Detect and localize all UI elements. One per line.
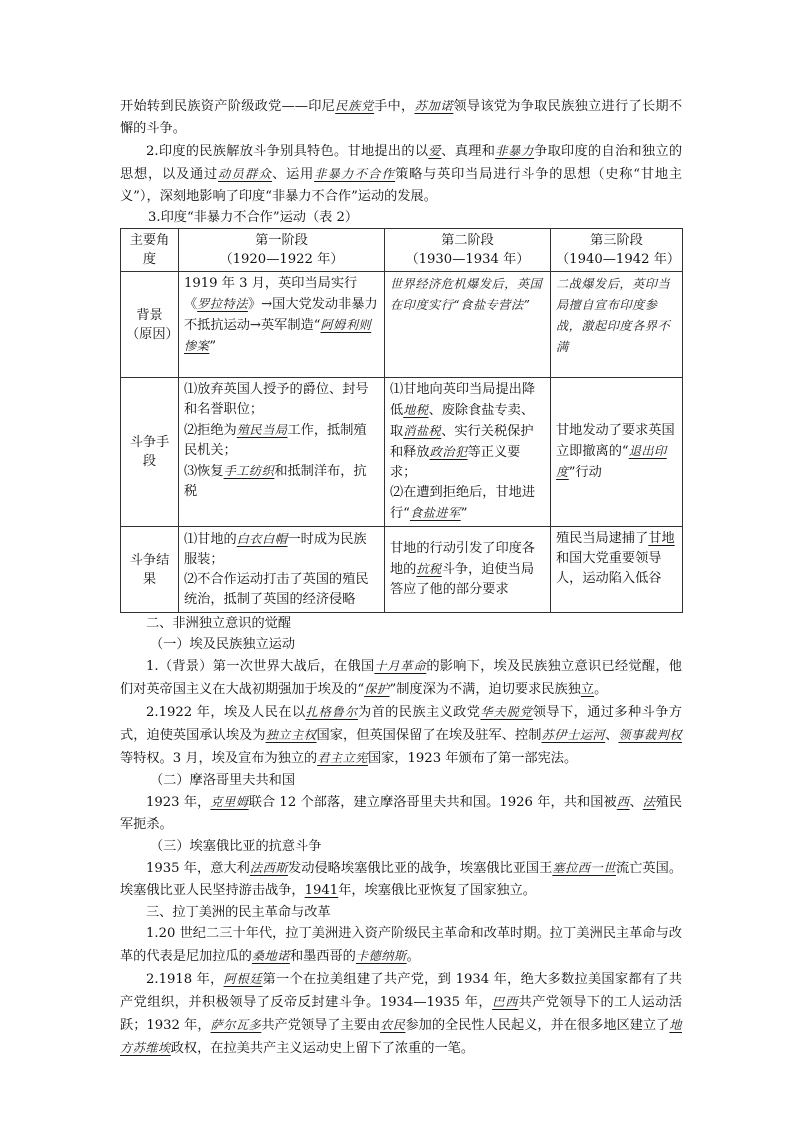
underlined-answer: 立 bbox=[580, 682, 595, 697]
cell-result-stage-3 bbox=[551, 527, 683, 613]
means-item-2 bbox=[390, 483, 545, 524]
table-row-means bbox=[121, 378, 683, 527]
text: 、废除食盐专卖、取 bbox=[390, 403, 535, 439]
text: 和抵制洋布，抗税 bbox=[184, 464, 367, 499]
result-item-1 bbox=[184, 529, 379, 570]
handwritten-answer: 法 bbox=[642, 795, 656, 809]
text: 1923 年， bbox=[146, 795, 211, 810]
handwritten-answer: 抗税 bbox=[416, 562, 442, 576]
cell-background-stage-1 bbox=[179, 272, 385, 378]
stage-years: （1930—1934 年） bbox=[405, 252, 530, 267]
text: 政权，在拉美共产主义运动史上留下了浓重的一笔。 bbox=[170, 1041, 475, 1056]
handwritten-answer: 华夫脱党 bbox=[480, 705, 533, 719]
text: ⑴甘地向英印当局提出降低 bbox=[390, 382, 536, 418]
handwritten-answer: 阿根廷 bbox=[223, 972, 263, 986]
text: ⑵拒绝为 bbox=[184, 423, 237, 438]
handwritten-answer: 政治犯 bbox=[429, 445, 468, 459]
text: 共产党领导了主要由 bbox=[261, 1018, 381, 1033]
text: 手中， bbox=[374, 99, 415, 114]
text: 1.20 世纪二三十年代，拉丁美洲进入资产阶级民主革命和改革时期。拉丁美洲民主革命与改革的代表是尼加拉瓜的 bbox=[120, 926, 682, 964]
subheading-egypt: （一）埃及民族独立运动 bbox=[150, 637, 296, 652]
text: ”行动 bbox=[568, 465, 602, 480]
stage-3-header bbox=[551, 229, 683, 272]
text: ”制度深为不满，迫切要求民族独 bbox=[389, 682, 581, 697]
egypt-paragraph-2 bbox=[120, 701, 682, 770]
text: 、 bbox=[605, 728, 619, 743]
text: 》→国大党发动非暴力不抵抗运动→英军制造“ bbox=[184, 297, 378, 333]
cell-background-stage-3 bbox=[551, 272, 683, 378]
text: 殖民当局逮捕了 bbox=[556, 531, 649, 546]
handwritten-answer: 罗拉特法 bbox=[197, 297, 248, 311]
handwritten-answer: 非暴力 bbox=[495, 144, 535, 158]
section-heading-latin-america: 三、拉丁美洲的民主革命与改革 bbox=[146, 905, 331, 920]
handwritten-answer: 阿姆利则惨案 bbox=[184, 318, 372, 353]
handwritten-answer: 领事裁判权 bbox=[618, 728, 683, 742]
stage-years: （1920—1922 年） bbox=[219, 252, 344, 267]
text: 参加的全民性人民起义，并在很多地区建立了 bbox=[405, 1018, 670, 1033]
handwritten-answer: 君主立宪 bbox=[317, 751, 368, 765]
cell-result-stage-2 bbox=[385, 527, 551, 613]
handwritten-answer: 非暴力不合作 bbox=[314, 167, 396, 181]
subheading-ethiopia: （三）埃塞俄比亚的抗意斗争 bbox=[150, 839, 322, 854]
text: 共产党领导下的工人运动活跃；1932 年， bbox=[120, 995, 683, 1033]
handwritten-answer: 萨尔瓦多 bbox=[210, 1018, 262, 1032]
stage-name: 第二阶段 bbox=[441, 233, 494, 248]
text: ” bbox=[460, 506, 468, 521]
text: 领导下，通过多种斗争方式，迫使英国承认埃及为 bbox=[120, 705, 682, 743]
india-paragraph-2 bbox=[120, 140, 682, 208]
handwritten-answer: 十月革命 bbox=[374, 659, 427, 673]
text: 2.印度的民族解放斗争别具特色。甘地提出的以 bbox=[146, 144, 429, 159]
stage-2-header bbox=[385, 229, 551, 272]
table-corner-header: 主要角度 bbox=[121, 229, 179, 272]
text: 等正义要求； bbox=[390, 445, 521, 480]
text: ⑵在遭到拒绝后，甘地进行“ bbox=[390, 485, 536, 521]
handwritten-answer: 白衣白帽 bbox=[236, 532, 288, 546]
text: 甘地的行动引发了印度各地的 bbox=[390, 541, 536, 577]
result-item-2: ⑵不合作运动打击了英国的殖民统治，抵制了英国的经济侵略 bbox=[184, 572, 369, 607]
handwritten-answer: 退出印度 bbox=[556, 444, 667, 479]
means-item-2 bbox=[184, 420, 379, 461]
intro-paragraph bbox=[120, 95, 682, 140]
text: 为首的民族主义政党 bbox=[357, 705, 481, 720]
handwritten-answer: 苏伊士运河 bbox=[541, 728, 606, 742]
handwritten-answer: 地税 bbox=[403, 403, 429, 417]
text: 国家，1923 年颁布了第一部宪法。 bbox=[367, 751, 578, 766]
handwritten-answer: 独立主权 bbox=[265, 728, 317, 742]
row-label-background: 背景（原因） bbox=[121, 272, 179, 378]
underlined-answer: 甘地 bbox=[648, 531, 675, 546]
section-heading-africa: 二、非洲独立意识的觉醒 bbox=[146, 616, 292, 631]
table-caption: 3.印度“非暴力不合作”运动（表 2） bbox=[148, 210, 359, 225]
text: 、真理和 bbox=[441, 144, 496, 159]
handwritten-answer: 克里姆 bbox=[210, 795, 249, 809]
text: 和墨西哥的 bbox=[289, 949, 356, 964]
text: 2.1918 年， bbox=[146, 972, 224, 987]
latam-paragraph-2 bbox=[120, 968, 682, 1060]
stage-name: 第一阶段 bbox=[255, 233, 308, 248]
handwritten-answer: 扎格鲁尔 bbox=[305, 705, 358, 719]
text: 的影响下，埃及民族独立意识已经觉醒，他们对英帝国主义在大战初期强加于埃及的“ bbox=[120, 659, 682, 697]
handwritten-answer: 巴西 bbox=[492, 995, 519, 1009]
handwritten-answer: 殖民当局 bbox=[236, 423, 288, 437]
handwritten-answer: 动员群众 bbox=[218, 167, 273, 181]
handwritten-answer: 桑地诺 bbox=[251, 949, 290, 963]
text: 1919 年 3 月，英印当局实行《 bbox=[184, 276, 358, 312]
handwritten-answer: 世界经济危机爆发后，英国在印度实行“食盐专营法” bbox=[390, 277, 543, 312]
text: 殖民军扼杀。 bbox=[120, 795, 683, 832]
table-row-result bbox=[121, 527, 683, 613]
text: 领导该党为争取民族独立进行了长期不懈的斗争。 bbox=[120, 99, 683, 136]
handwritten-answer: 卡德纳斯 bbox=[355, 949, 407, 963]
handwritten-answer: 二战爆发后，英印当局擅自宣布印度参战，激起印度各界不满 bbox=[556, 277, 671, 354]
egypt-paragraph-1 bbox=[120, 655, 682, 701]
handwritten-answer: 消盐税 bbox=[403, 424, 442, 438]
handwritten-answer: 西 bbox=[616, 795, 630, 809]
text: 甘地发动了要求英国立即撤离的“ bbox=[556, 423, 675, 459]
text: ⑴放弃英国人授予的爵位、封号和名誉职位； bbox=[184, 382, 369, 417]
text: 第一个在拉美组建了共产党，到 1934 年，绝大多数拉美国家都有了共产党组织，并积极领导了反帝反封建斗争。1934—1935 年， bbox=[120, 972, 682, 1010]
text: 斗争，迫使当局答应了他的部分要求 bbox=[390, 562, 535, 597]
text: ” bbox=[209, 339, 217, 354]
text: 一时成为民族服装； bbox=[184, 532, 367, 567]
document-page bbox=[120, 95, 682, 1060]
text: 联合 12 个部落，建立摩洛哥里夫共和国。1926 年，共和国被 bbox=[248, 795, 617, 810]
row-label-result: 斗争结果 bbox=[121, 527, 179, 613]
text: 等特权。3 月，埃及宣布为独立的 bbox=[120, 751, 318, 766]
handwritten-answer: 保护 bbox=[364, 682, 390, 696]
text: 2.1922 年，埃及人民在以 bbox=[146, 705, 306, 720]
text: 发动侵略埃塞俄比亚的战争，埃塞俄比亚国王 bbox=[288, 861, 553, 876]
text: 。 bbox=[594, 682, 608, 697]
text: 工作，抵制殖民机关； bbox=[184, 423, 367, 458]
subheading-morocco: （二）摩洛哥里夫共和国 bbox=[150, 773, 296, 788]
table-header-row bbox=[121, 229, 683, 272]
text: 、实行关税保护和释放 bbox=[390, 424, 534, 460]
handwritten-answer: 苏加诺 bbox=[414, 99, 454, 113]
handwritten-answer: 手工纺织 bbox=[223, 464, 275, 478]
stage-years: （1940—1942 年） bbox=[556, 252, 681, 267]
ethiopia-paragraph bbox=[120, 857, 682, 902]
underlined-answer: 1941 bbox=[304, 883, 339, 898]
cell-means-stage-3 bbox=[551, 378, 683, 527]
text: 、 bbox=[629, 795, 643, 810]
stage-1-header bbox=[179, 229, 385, 272]
cell-means-stage-1 bbox=[179, 378, 385, 527]
table-row-background bbox=[121, 272, 683, 378]
cell-background-stage-2 bbox=[385, 272, 551, 378]
means-item-1 bbox=[390, 380, 545, 483]
text: 争取印度的自治和独立的思想，以及通过 bbox=[120, 144, 683, 182]
text: 年，埃塞俄比亚恢复了国家独立。 bbox=[338, 883, 536, 898]
text: 策略与英印当局进行斗争的思想（史称“甘地主义”），深刻地影响了印度“非暴力不合作”运动的发展。 bbox=[120, 167, 683, 204]
handwritten-answer: 爱 bbox=[428, 144, 442, 158]
morocco-paragraph bbox=[120, 791, 682, 836]
india-movement-table bbox=[120, 228, 683, 613]
row-label-means: 斗争手段 bbox=[121, 378, 179, 527]
text: 1.（背景）第一次世界大战后，在俄国 bbox=[146, 659, 375, 674]
latam-paragraph-1 bbox=[120, 923, 682, 968]
text: ⑴甘地的 bbox=[184, 532, 237, 547]
text: 1935 年，意大利 bbox=[146, 861, 250, 876]
cell-means-stage-2 bbox=[385, 378, 551, 527]
handwritten-answer: 民族党 bbox=[335, 99, 375, 113]
text: 国家，但英国保留了在埃及驻军、控制 bbox=[316, 728, 542, 743]
text: 开始转到民族资产阶级政党——印尼 bbox=[120, 99, 336, 114]
handwritten-answer: 塞拉西一世 bbox=[552, 861, 616, 875]
handwritten-answer: 法西斯 bbox=[249, 861, 289, 875]
handwritten-answer: 地方苏维埃 bbox=[120, 1018, 683, 1055]
text: 和国大党重要领导人，运动陷入低谷 bbox=[556, 551, 662, 586]
stage-name: 第三阶段 bbox=[590, 233, 643, 248]
handwritten-answer: 农民 bbox=[380, 1018, 406, 1032]
text: 流亡英国。埃塞俄比亚人民坚持游击战争， bbox=[120, 861, 683, 898]
cell-result-stage-1 bbox=[179, 527, 385, 613]
text: ⑶恢复 bbox=[184, 464, 224, 479]
handwritten-answer: 食盐进军 bbox=[409, 506, 461, 520]
text: 、运用 bbox=[272, 167, 315, 182]
text: 。 bbox=[406, 949, 420, 964]
means-item-3 bbox=[184, 461, 379, 502]
